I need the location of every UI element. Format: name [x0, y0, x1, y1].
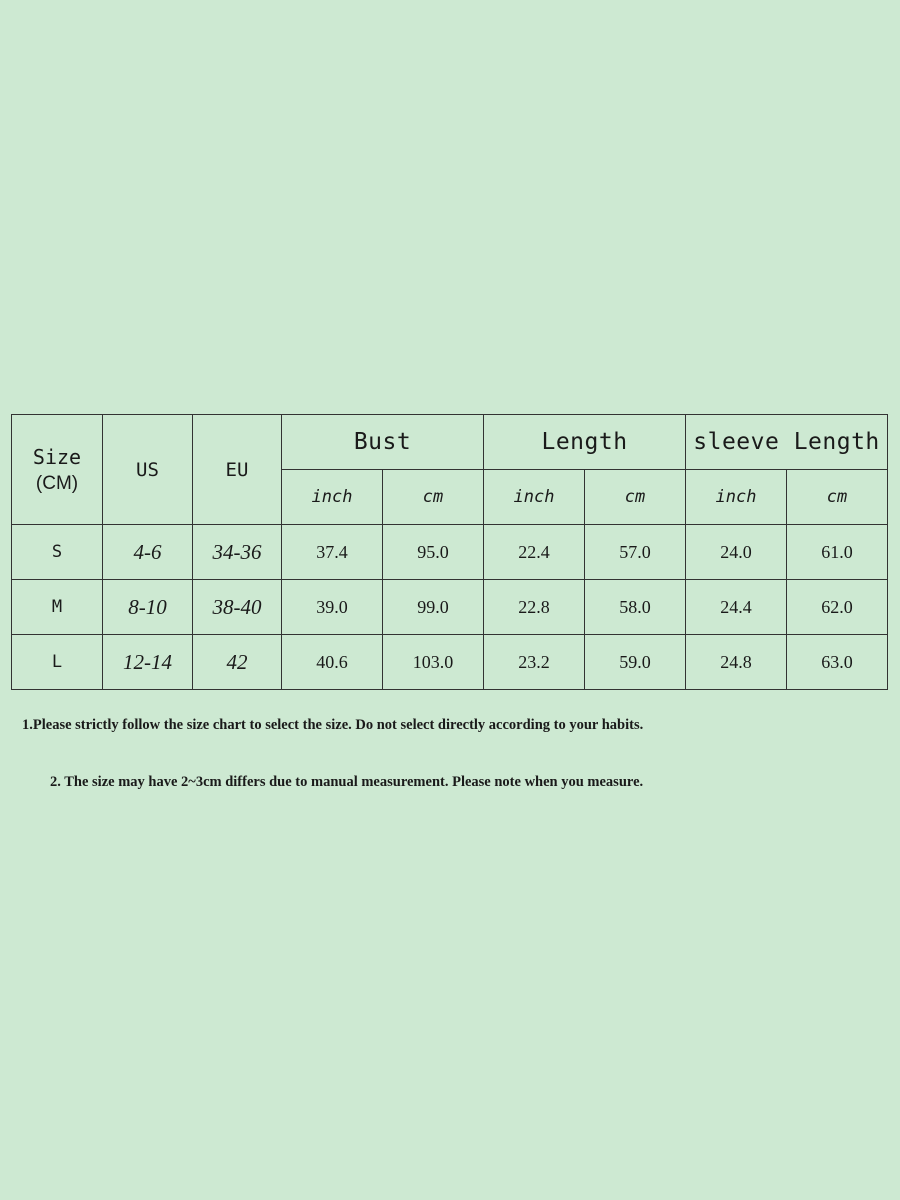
length-cm-cell: 57.0 — [585, 525, 686, 580]
size-header-unit: (CM) — [35, 472, 79, 494]
sleeve-inch-cell: 24.8 — [686, 635, 787, 690]
us-header: US — [103, 415, 193, 525]
sleeve-cm-cell: 61.0 — [787, 525, 888, 580]
length-cm-cell: 58.0 — [585, 580, 686, 635]
sleeve-cm-header: cm — [787, 470, 888, 525]
bust-header: Bust — [282, 415, 484, 470]
eu-cell: 42 — [193, 635, 282, 690]
eu-cell: 34-36 — [193, 525, 282, 580]
length-inch-cell: 23.2 — [484, 635, 585, 690]
table-row — [12, 635, 888, 690]
sleeve-cm-cell: 62.0 — [787, 580, 888, 635]
bust-inch-cell: 40.6 — [282, 635, 383, 690]
us-cell: 4-6 — [103, 525, 193, 580]
table-row — [12, 525, 888, 580]
bust-cm-cell: 103.0 — [383, 635, 484, 690]
length-inch-cell: 22.4 — [484, 525, 585, 580]
header-row-groups — [12, 415, 888, 470]
bust-cm-cell: 95.0 — [383, 525, 484, 580]
sleeve-inch-header: inch — [686, 470, 787, 525]
bust-inch-header: inch — [282, 470, 383, 525]
length-cm-cell: 59.0 — [585, 635, 686, 690]
us-cell: 12-14 — [103, 635, 193, 690]
sleeve-cm-cell: 63.0 — [787, 635, 888, 690]
length-cm-header: cm — [585, 470, 686, 525]
bust-cm-header: cm — [383, 470, 484, 525]
length-header: Length — [484, 415, 686, 470]
bust-inch-cell: 37.4 — [282, 525, 383, 580]
size-note-2: 2. The size may have 2~3cm differs due to manual measurement. Please note when you measure. — [50, 774, 644, 790]
sleeve-length-header: sleeve Length — [686, 415, 888, 470]
eu-cell: 38-40 — [193, 580, 282, 635]
table-row — [12, 580, 888, 635]
sleeve-inch-cell: 24.4 — [686, 580, 787, 635]
bust-inch-cell: 39.0 — [282, 580, 383, 635]
size-header-label: Size — [32, 444, 82, 469]
length-inch-header: inch — [484, 470, 585, 525]
sleeve-inch-cell: 24.0 — [686, 525, 787, 580]
size-note-1: 1.Please strictly follow the size chart to select the size. Do not select directly according to your habits. — [22, 717, 644, 733]
size-chart-table — [11, 414, 888, 690]
size-cell: M — [12, 580, 103, 635]
size-cell: L — [12, 635, 103, 690]
bust-cm-cell: 99.0 — [383, 580, 484, 635]
length-inch-cell: 22.8 — [484, 580, 585, 635]
size-cell: S — [12, 525, 103, 580]
eu-header: EU — [193, 415, 282, 525]
size-header-cell — [12, 415, 103, 525]
us-cell: 8-10 — [103, 580, 193, 635]
